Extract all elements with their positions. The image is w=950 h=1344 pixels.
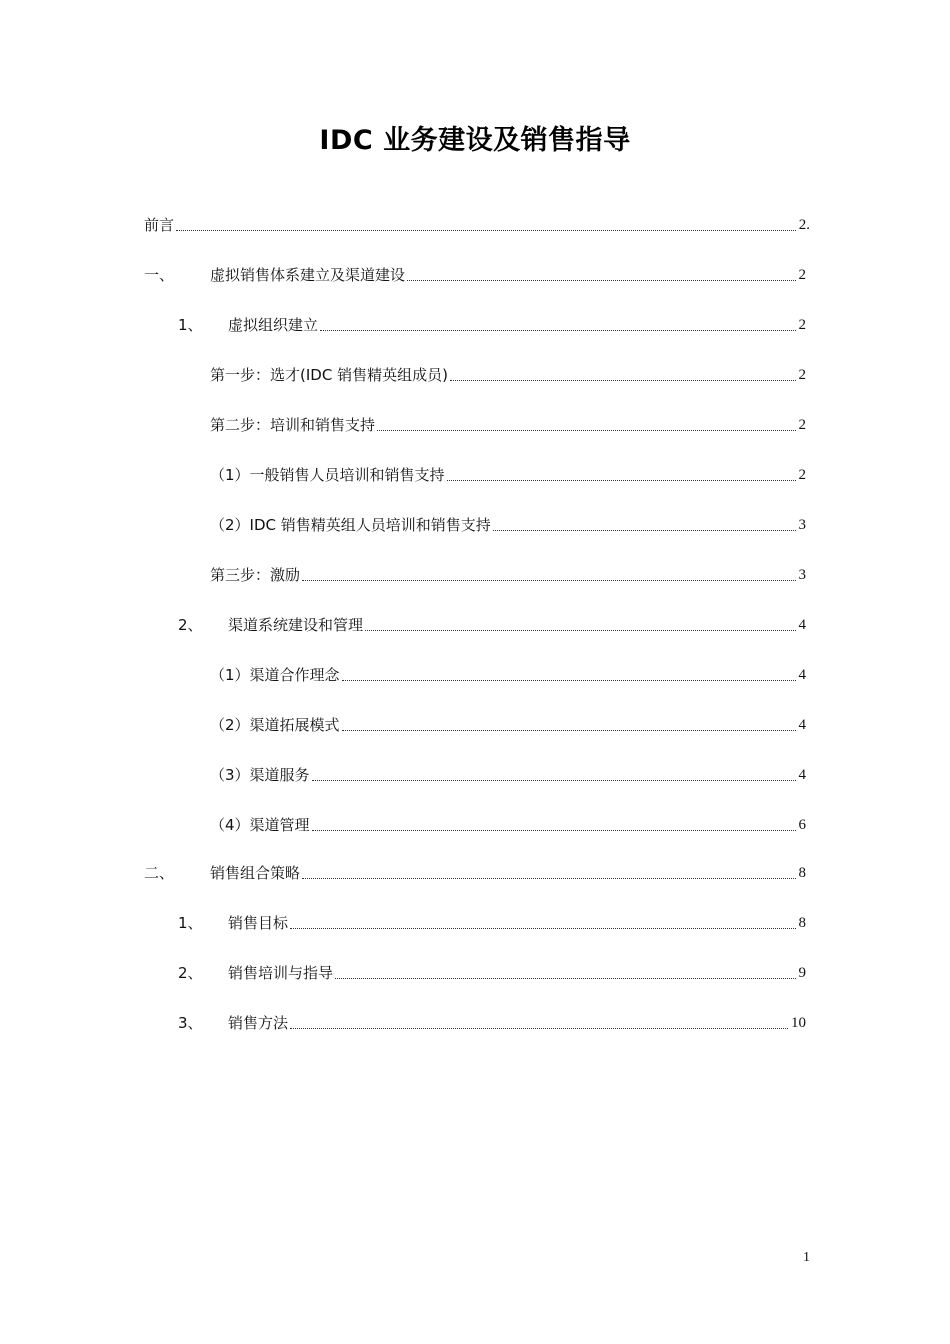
dot-leader xyxy=(290,1028,788,1029)
toc-entry-number: 2、 xyxy=(178,964,203,982)
toc-entry-step-2[interactable] xyxy=(210,414,806,436)
dot-leader xyxy=(493,530,796,531)
toc-entry-label: 销售方法 xyxy=(228,1014,289,1032)
toc-entry-label: （1）一般销售人员培训和销售支持 xyxy=(210,466,445,484)
dot-leader xyxy=(377,430,795,431)
toc-entry-page: 2 xyxy=(798,417,806,433)
dot-leader xyxy=(365,630,795,631)
toc-entry-page: 2 xyxy=(798,367,806,383)
toc-entry-label: 渠道系统建设和管理 xyxy=(228,616,364,634)
toc-entry-page: 4 xyxy=(798,617,806,633)
toc-entry-page: 3 xyxy=(798,517,806,533)
toc-entry-page: 8 xyxy=(798,865,806,881)
toc-entry-page: 4 xyxy=(798,767,806,783)
toc-entry-label: 第一步：选才(IDC 销售精英组成员) xyxy=(210,366,448,384)
toc-entry-label: （2）渠道拓展模式 xyxy=(210,716,340,734)
document-title: IDC 业务建设及销售指导 xyxy=(319,125,631,156)
toc-entry-page: 3 xyxy=(798,567,806,583)
toc-entry-number: 1、 xyxy=(178,914,203,932)
dot-leader xyxy=(342,680,796,681)
toc-entry-page: 4 xyxy=(798,667,806,683)
toc-entry-label: （1）渠道合作理念 xyxy=(210,666,340,684)
toc-entry-section-1-2[interactable] xyxy=(178,614,806,636)
dot-leader xyxy=(342,730,796,731)
toc-entry-channel-1[interactable] xyxy=(210,664,806,686)
toc-entry-section-2-2[interactable] xyxy=(178,962,806,984)
toc-entry-label: 虚拟组织建立 xyxy=(228,316,319,334)
toc-entry-page: 2 xyxy=(798,267,806,283)
toc-entry-label: 前言 xyxy=(144,216,175,234)
toc-entry-section-1-1[interactable] xyxy=(178,314,806,336)
toc-entry-label: 第三步：激励 xyxy=(210,566,301,584)
toc-entry-section-2[interactable] xyxy=(144,862,806,884)
toc-entry-number: 3、 xyxy=(178,1014,203,1032)
toc-entry-label: 虚拟销售体系建立及渠道建设 xyxy=(210,266,406,284)
dot-leader xyxy=(312,830,796,831)
toc-entry-page: 6 xyxy=(798,817,806,833)
dot-leader xyxy=(176,230,796,231)
toc-entry-label: （2）IDC 销售精英组人员培训和销售支持 xyxy=(210,516,491,534)
toc-entry-page: 4 xyxy=(798,717,806,733)
toc-entry-section-2-3[interactable] xyxy=(178,1012,806,1034)
dot-leader xyxy=(312,780,796,781)
dot-leader xyxy=(450,380,796,381)
toc-entry-page: 2 xyxy=(798,317,806,333)
toc-entry-page: 10 xyxy=(791,1015,806,1031)
toc-entry-label: （4）渠道管理 xyxy=(210,816,310,834)
dot-leader xyxy=(320,330,795,331)
toc-entry-number: 1、 xyxy=(178,316,203,334)
dot-leader xyxy=(447,480,796,481)
dot-leader xyxy=(335,978,795,979)
toc-entry-label: 第二步：培训和销售支持 xyxy=(210,416,376,434)
dot-leader xyxy=(302,878,795,879)
dot-leader xyxy=(407,280,795,281)
dot-leader xyxy=(302,580,795,581)
toc-entry-page: 2. xyxy=(798,217,810,233)
toc-entry-channel-2[interactable] xyxy=(210,714,806,736)
page-number: 1 xyxy=(803,1250,810,1265)
toc-entry-label: 销售组合策略 xyxy=(210,864,301,882)
toc-entry-number: 二、 xyxy=(144,864,175,882)
toc-entry-number: 2、 xyxy=(178,616,203,634)
dot-leader xyxy=(290,928,795,929)
toc-entry-channel-4[interactable] xyxy=(210,814,806,836)
toc-entry-section-1[interactable] xyxy=(144,264,806,286)
toc-entry-label: 销售培训与指导 xyxy=(228,964,334,982)
toc-entry-preface[interactable] xyxy=(144,214,810,236)
toc-entry-page: 9 xyxy=(798,965,806,981)
toc-entry-label: 销售目标 xyxy=(228,914,289,932)
toc-entry-step-1[interactable] xyxy=(210,364,806,386)
toc-entry-step-2-1[interactable] xyxy=(210,464,806,486)
toc-entry-label: （3）渠道服务 xyxy=(210,766,310,784)
toc-entry-section-2-1[interactable] xyxy=(178,912,806,934)
toc-entry-channel-3[interactable] xyxy=(210,764,806,786)
toc-entry-step-3[interactable] xyxy=(210,564,806,586)
toc-entry-page: 2 xyxy=(798,467,806,483)
toc-entry-page: 8 xyxy=(798,915,806,931)
toc-entry-step-2-2[interactable] xyxy=(210,514,806,536)
toc-entry-number: 一、 xyxy=(144,266,175,284)
